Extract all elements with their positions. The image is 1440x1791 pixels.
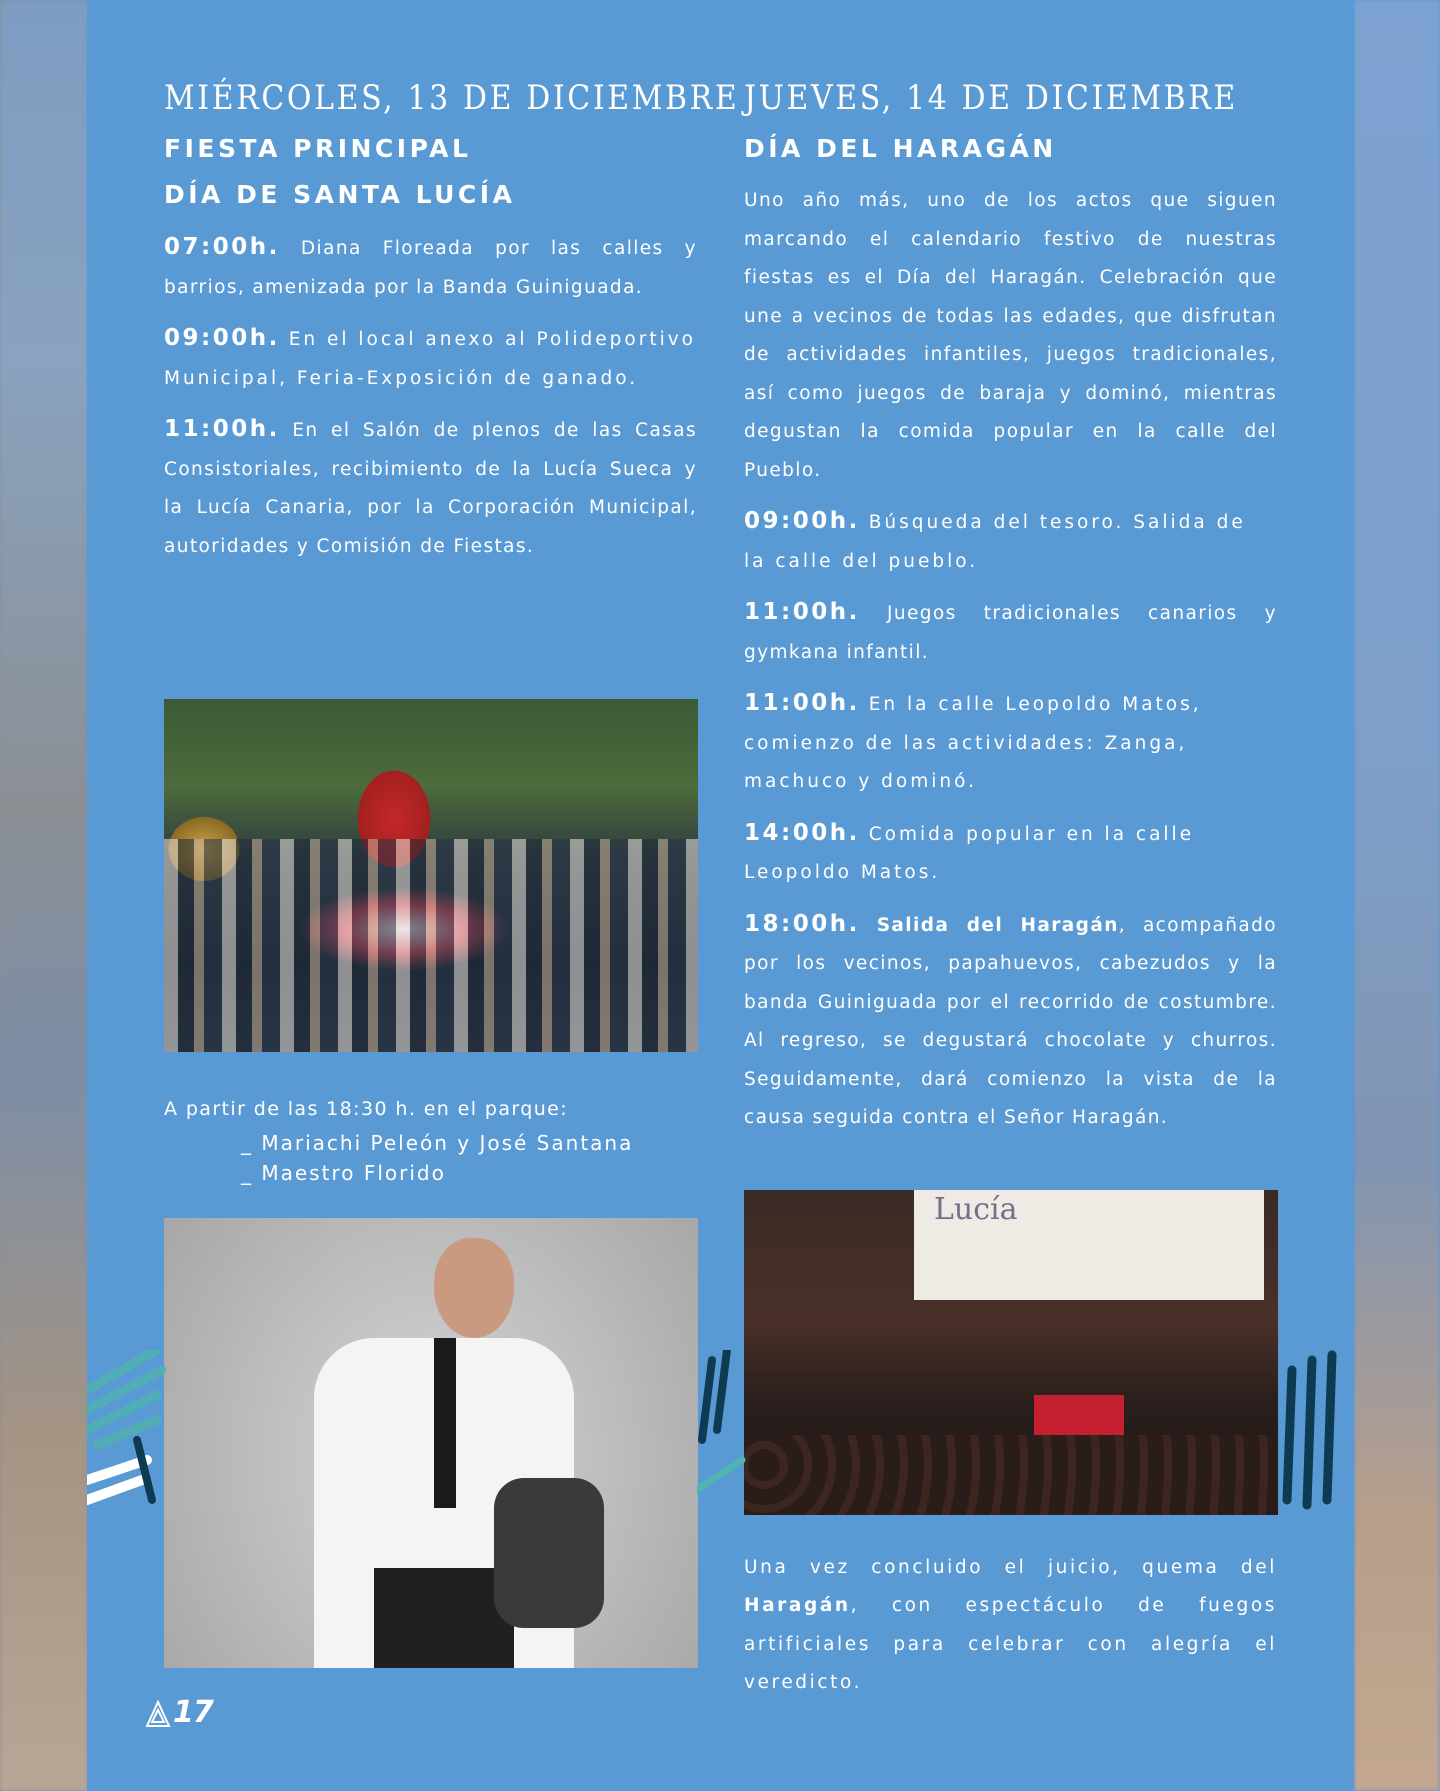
brush-strokes-middle-decoration	[697, 1350, 747, 1510]
event-item	[164, 228, 697, 307]
event-highlight: Salida del Haragán	[876, 914, 1119, 936]
screen-title: Lucía	[934, 1192, 1018, 1227]
blurred-background-right	[1354, 0, 1440, 1791]
closing-highlight: Haragán	[744, 1595, 851, 1616]
event-item	[744, 502, 1277, 581]
brush-strokes-right-decoration	[1277, 1350, 1347, 1510]
closing-text-end: , con espectáculo de fuegos artificiales para celebrar con alegría el veredicto.	[744, 1595, 1277, 1693]
event-text: En el Salón de plenos de las Casas Consistoriales, recibimiento de la Lucía Sueca y la Lucía Canaria, por la Corporación Municipal, autoridades y Comisión de Fiestas.	[164, 420, 697, 557]
procession-crowd	[164, 839, 698, 1052]
event-time: 14:00h.	[744, 819, 860, 846]
list-item: _ Maestro Florido	[241, 1158, 633, 1188]
singer-jacket	[494, 1478, 604, 1628]
left-column	[164, 78, 740, 578]
event-time: 09:00h.	[164, 325, 280, 351]
event-text: En la calle Leopoldo Matos, comienzo de las actividades: Zanga, machuco y dominó.	[744, 694, 1202, 792]
park-acts-list	[241, 1128, 633, 1188]
event-item	[744, 814, 1277, 893]
park-intro: A partir de las 18:30 h. en el parque:	[164, 1098, 569, 1120]
singer-head	[434, 1238, 514, 1338]
page-number-text: 17	[173, 1695, 213, 1730]
stage-audience	[744, 1435, 1278, 1515]
right-column	[744, 78, 1277, 1150]
subtitle-santa-lucia: DÍA DE SANTA LUCÍA	[164, 180, 516, 209]
event-time: 11:00h.	[744, 599, 860, 625]
stage-table	[1034, 1395, 1124, 1440]
trial-stage-photo	[744, 1190, 1278, 1515]
event-text: Diana Floreada por las calles y barrios, amenizada por la Banda Guiniguada.	[164, 238, 697, 298]
brush-strokes-left-decoration	[87, 1350, 167, 1510]
list-item: _ Mariachi Peleón y José Santana	[241, 1128, 633, 1158]
day-title-wednesday: MIÉRCOLES, 13 DE DICIEMBRE	[164, 78, 740, 118]
municipal-logo-icon	[145, 1700, 171, 1728]
event-text: Comida popular en la calle Leopoldo Matos.	[744, 823, 1195, 883]
projection-screen	[914, 1190, 1264, 1300]
program-page	[87, 0, 1354, 1791]
event-item	[164, 319, 697, 398]
closing-text: Una vez concluido el juicio, quema del	[744, 1556, 1277, 1578]
event-text: Búsqueda del tesoro. Salida de la calle del pueblo.	[744, 512, 1246, 572]
subtitle-fiesta-principal: FIESTA PRINCIPAL	[164, 134, 472, 163]
event-time: 11:00h.	[744, 690, 860, 716]
event-item	[164, 410, 697, 566]
event-item	[744, 905, 1277, 1138]
event-time: 09:00h.	[744, 508, 860, 534]
page-number	[145, 1695, 213, 1730]
closing-paragraph	[744, 1549, 1277, 1703]
blurred-background-left	[0, 0, 88, 1791]
subtitle-dia-haragan: DÍA DEL HARAGÁN	[744, 134, 1057, 163]
event-time: 07:00h.	[164, 234, 280, 260]
event-text: , acompañado por los vecinos, papahuevos, cabezudos y la banda Guiniguada por el recorrido de costumbre. Al regreso, se degustará chocolate y churros. Seguidamente, dará comienzo la vista de la causa seguida contra el Señor Haragán.	[744, 914, 1277, 1128]
event-item	[744, 684, 1277, 802]
event-time: 18:00h.	[744, 910, 860, 937]
event-text: En el local anexo al Polideportivo Municipal, Feria-Exposición de ganado.	[164, 329, 697, 389]
singer-pants	[374, 1568, 514, 1668]
procession-photo	[164, 699, 698, 1052]
event-text: Juegos tradicionales canarios y gymkana infantil.	[744, 603, 1277, 663]
singer-tie	[434, 1338, 456, 1508]
intro-paragraph: Uno año más, uno de los actos que siguen marcando el calendario festivo de nuestras fiestas es el Día del Haragán. Celebración que une a vecinos de todas las edades, que disfrutan de actividades infantiles, juegos tradicionales, así como juegos de baraja y dominó, mientras degustan la comida popular en la calle del Pueblo.	[744, 190, 1277, 481]
day-title-thursday: JUEVES, 14 DE DICIEMBRE	[744, 78, 1238, 118]
singer-photo	[164, 1218, 698, 1668]
event-item	[744, 593, 1277, 672]
event-time: 11:00h.	[164, 416, 280, 442]
